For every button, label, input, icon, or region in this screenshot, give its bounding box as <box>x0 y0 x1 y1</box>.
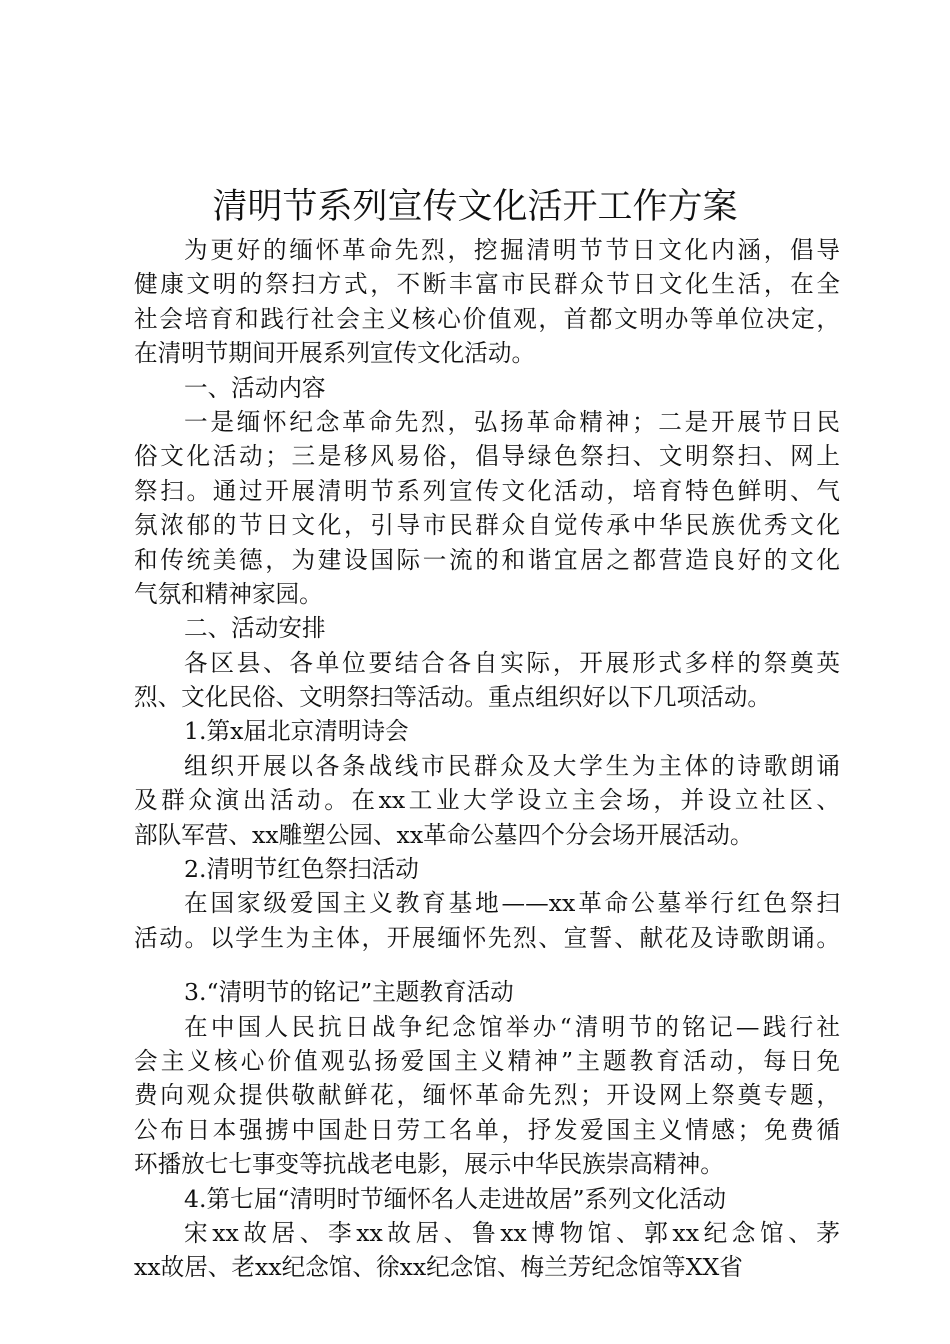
section-heading: 二、活动安排 <box>184 614 326 643</box>
paragraph-line: 和传统美德，为建设国际一流的和谐宜居之都营造良好的文化 <box>134 545 840 574</box>
paragraph-line: 组织开展以各条战线市民群众及大学生为主体的诗歌朗诵 <box>184 751 840 780</box>
paragraph-line: 一是缅怀纪念革命先烈，弘扬革命精神；二是开展节日民 <box>184 407 840 436</box>
paragraph-line: 俗文化活动；三是移风易俗，倡导绿色祭扫、文明祭扫、网上 <box>134 442 840 471</box>
paragraph-line: 祭扫。通过开展清明节系列宣传文化活动，培育特色鲜明、气 <box>134 476 840 505</box>
paragraph-line: 宋xx故居、李xx故居、鲁xx博物馆、郭xx纪念馆、茅 <box>184 1218 840 1247</box>
paragraph-line: 环播放七七事变等抗战老电影，展示中华民族崇高精神。 <box>134 1150 724 1179</box>
paragraph-line: 公布日本强掳中国赴日劳工名单，抒发爱国主义情感；免费循 <box>134 1115 840 1144</box>
paragraph-line: 各区县、各单位要结合各自实际，开展形式多样的祭奠英 <box>184 648 840 677</box>
paragraph-line: 为更好的缅怀革命先烈，挖掘清明节节日文化内涵，倡导 <box>184 236 840 264</box>
document-body <box>134 233 840 1285</box>
paragraph-line: 气氛和精神家园。 <box>134 579 323 608</box>
paragraph-line: 费向观众提供敬献鲜花，缅怀革命先烈；开设网上祭奠专题， <box>134 1081 840 1110</box>
paragraph-line: 社会培育和践行社会主义核心价值观，首都文明办等单位决定， <box>134 304 840 333</box>
paragraph-line: 在清明节期间开展系列宣传文化活动。 <box>134 339 536 368</box>
item-heading: 2.清明节红色祭扫活动 <box>184 855 419 884</box>
paragraph-line: 会主义核心价值观弘扬爱国主义精神”主题教育活动，每日免 <box>134 1046 840 1075</box>
paragraph-line: 氛浓郁的节日文化，引导市民群众自觉传承中华民族优秀文化 <box>134 511 840 540</box>
item-heading: 3.“清明节的铭记”主题教育活动 <box>184 978 514 1007</box>
paragraph-line: 在国家级爱国主义教育基地——xx革命公墓举行红色祭扫 <box>184 889 840 918</box>
paragraph-line: 在中国人民抗日战争纪念馆举办“清明节的铭记—践行社 <box>184 1012 840 1041</box>
paragraph-line: 烈、文化民俗、文明祭扫等活动。重点组织好以下几项活动。 <box>134 683 772 712</box>
paragraph-line: 活动。以学生为主体，开展缅怀先烈、宣誓、献花及诗歌朗诵。 <box>134 923 840 952</box>
paragraph-line: 部队军营、xx雕塑公园、xx革命公墓四个分会场开展活动。 <box>134 820 754 849</box>
paragraph-gap <box>134 955 840 975</box>
section-heading: 一、活动内容 <box>184 373 326 402</box>
document-title: 清明节系列宣传文化活开工作方案 <box>212 187 738 227</box>
paragraph-line: xx故居、老xx纪念馆、徐xx纪念馆、梅兰芳纪念馆等XX省 <box>134 1253 743 1282</box>
paragraph-line: 及群众演出活动。在xx工业大学设立主会场，并设立社区、 <box>134 786 840 815</box>
item-heading: 1.第x届北京清明诗会 <box>184 717 409 746</box>
item-heading: 4.第七届“清明时节缅怀名人走进故居”系列文化活动 <box>184 1184 727 1213</box>
paragraph-line: 健康文明的祭扫方式，不断丰富市民群众节日文化生活，在全 <box>134 270 840 299</box>
